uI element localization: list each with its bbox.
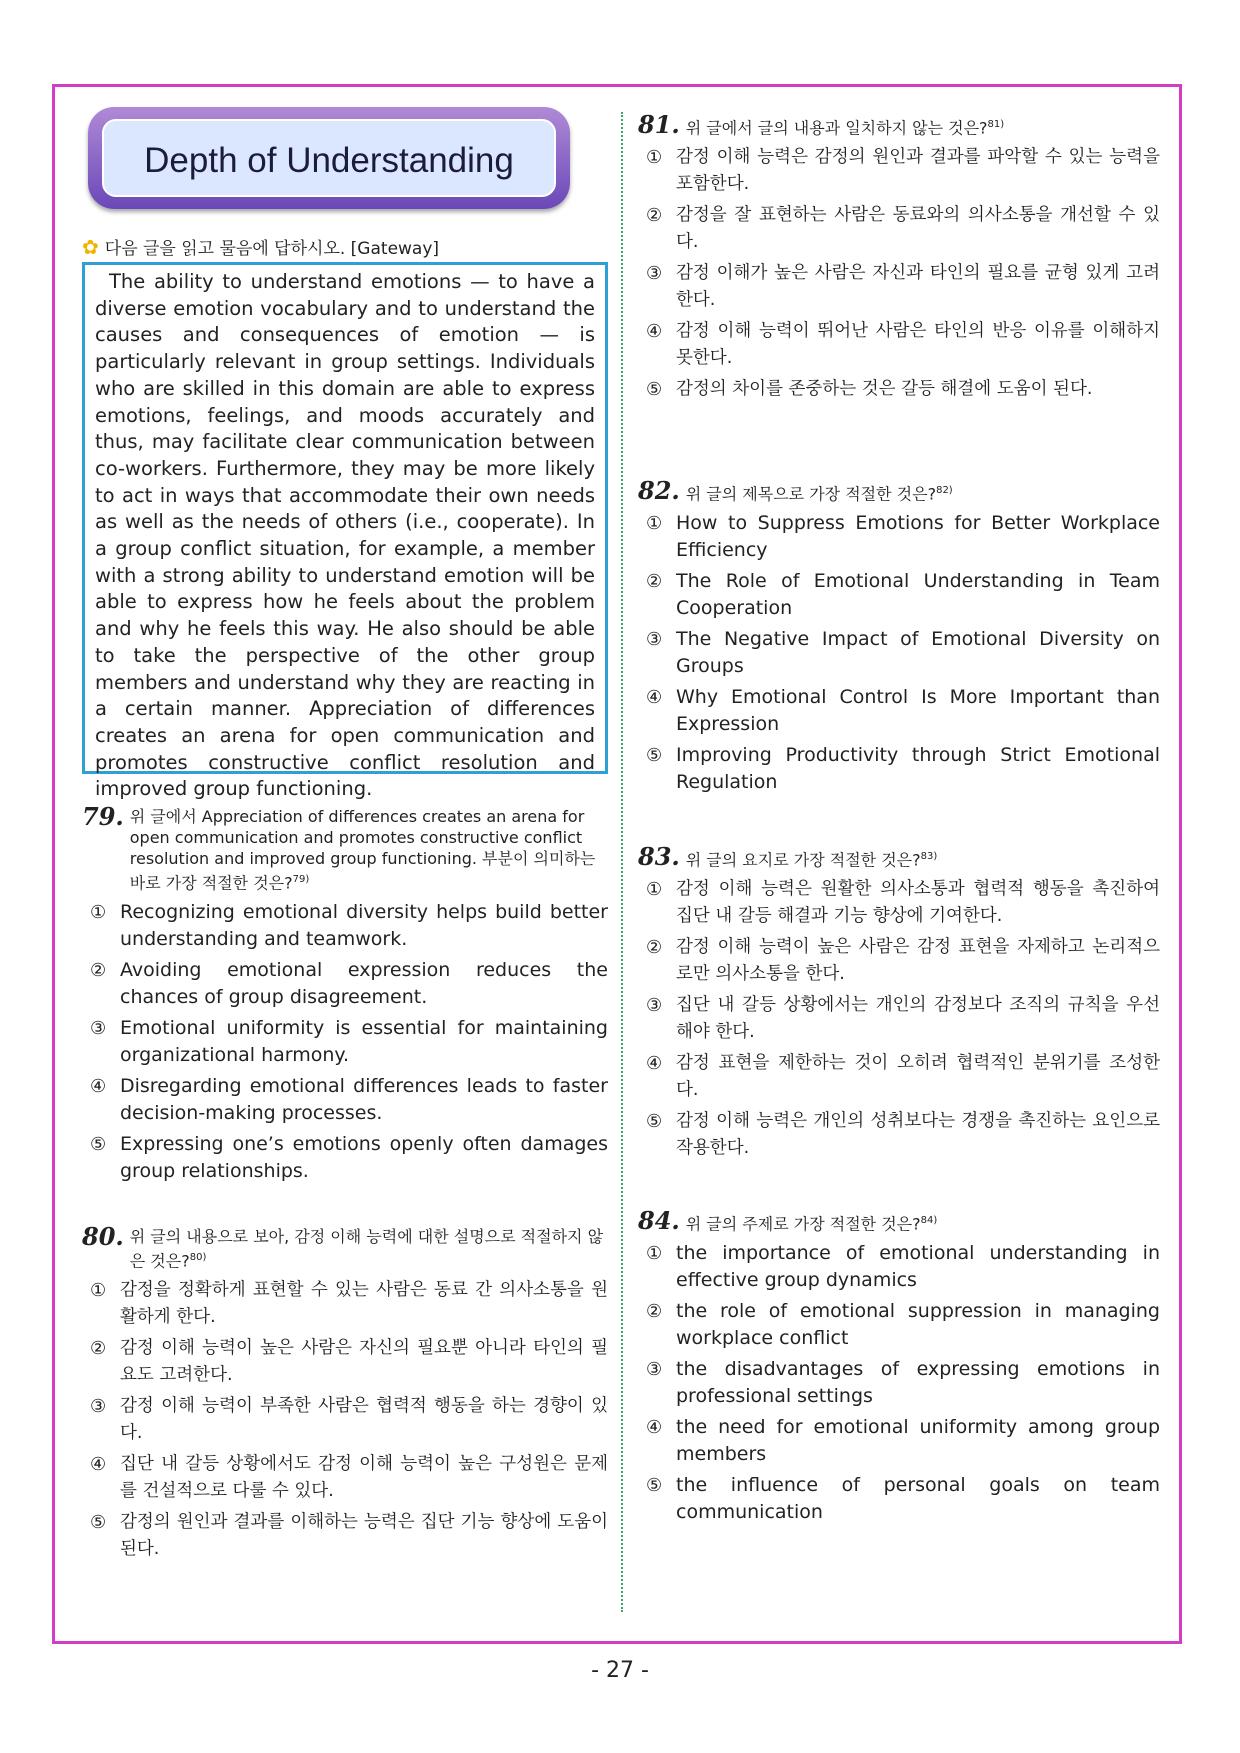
option-mark: ① [646,879,663,901]
question-ref: 82) [936,485,953,496]
option-mark: ② [90,1338,107,1360]
question-stem: 위 글에서 Appreciation of differences creates an arena for open communication and promotes constructive conflict resolution and improved group functioning. 부분이 의미하는 바로 가장 적절한 것은? [129,807,596,893]
option-mark: ⑤ [646,745,663,767]
option-mark: ③ [646,1359,663,1381]
option-mark: ⑤ [90,1134,107,1156]
option-mark: ④ [646,1053,663,1075]
reading-passage [82,262,608,801]
option-mark: ⑤ [646,1111,663,1133]
option[interactable] [638,742,1160,796]
option[interactable] [638,1108,1160,1162]
flower-icon: ✿ [82,234,99,259]
question-stem: 위 글에서 글의 내용과 일치하지 않는 것은? [685,118,988,138]
option[interactable] [82,1131,608,1185]
question-ref: 81) [987,119,1005,130]
question-number: 81. [638,110,680,139]
option-mark: ③ [646,995,663,1017]
option[interactable] [638,376,1160,403]
option-text: the role of emotional suppression in managing workplace conflict [676,1300,1160,1350]
option-mark: ③ [90,1018,107,1040]
option[interactable] [638,1050,1160,1104]
option-mark: ④ [646,1417,663,1439]
option-mark: ① [646,147,663,169]
option[interactable] [82,1451,608,1505]
option[interactable] [638,202,1160,256]
option-mark: ② [646,1301,663,1323]
option[interactable] [638,260,1160,314]
option-mark: ① [90,1280,107,1302]
option-mark: ⑤ [646,1475,663,1497]
question-ref: 80) [189,1252,207,1263]
option[interactable] [638,510,1160,564]
option-text: 감정 이해가 높은 사람은 자신과 타인의 필요를 균형 있게 고려한다. [676,263,1160,311]
question-stem: 위 글의 요지로 가장 적절한 것은? [685,850,921,870]
option-text: 감정 이해 능력은 원활한 의사소통과 협력적 행동을 촉진하여 집단 내 갈등 해결과 기능 향상에 기여한다. [676,879,1160,927]
question-ref: 79) [292,874,310,885]
option-text: 감정 이해 능력은 감정의 원인과 결과를 파악할 수 있는 능력을 포함한다. [676,147,1160,195]
section-title: Depth of Understanding [144,141,514,180]
option-text: 감정을 잘 표현하는 사람은 동료와의 의사소통을 개선할 수 있다. [676,205,1160,253]
option-mark: ④ [90,1076,107,1098]
option-text: 감정 이해 능력은 개인의 성취보다는 경쟁을 촉진하는 요인으로 작용한다. [676,1111,1160,1159]
option-mark: ④ [646,321,663,343]
question-number: 82. [638,476,680,505]
option[interactable] [638,626,1160,680]
option[interactable] [82,1015,608,1069]
option-mark: ④ [646,687,663,709]
question-83 [638,842,1160,1166]
option-text: the disadvantages of expressing emotions in professional settings [676,1358,1160,1408]
option-mark: ③ [646,263,663,285]
question-number: 84. [638,1206,680,1235]
question-stem: 위 글의 내용으로 보아, 감정 이해 능력에 대한 설명으로 적절하지 않은 것은? [129,1227,604,1271]
option-text: The Negative Impact of Emotional Diversity on Groups [676,628,1160,678]
option-text: Emotional uniformity is essential for maintaining organizational harmony. [120,1017,608,1067]
option-text: Improving Productivity through Strict Emotional Regulation [676,744,1160,794]
option[interactable] [638,1472,1160,1526]
option-mark: ⑤ [90,1512,107,1534]
option[interactable] [82,1393,608,1447]
page-number: - 27 - [591,1658,649,1683]
option[interactable] [82,957,608,1011]
option-text: 감정 이해 능력이 뛰어난 사람은 타인의 반응 이유를 이해하지 못한다. [676,321,1160,369]
option[interactable] [638,992,1160,1046]
option-text: Disregarding emotional differences leads to faster decision-making processes. [120,1075,608,1125]
option[interactable] [82,1335,608,1389]
instruction-line [82,234,439,259]
option[interactable] [638,1298,1160,1352]
option[interactable] [638,934,1160,988]
option-mark: ③ [90,1396,107,1418]
option-text: The Role of Emotional Understanding in Team Cooperation [676,570,1160,620]
option-text: 감정 표현을 제한하는 것이 오히려 협력적인 분위기를 조성한다. [676,1053,1160,1101]
option-mark: ③ [646,629,663,651]
question-80 [82,1222,608,1567]
option-text: Recognizing emotional diversity helps build better understanding and teamwork. [120,901,608,951]
option-mark: ② [646,937,663,959]
option-text: 집단 내 갈등 상황에서도 감정 이해 능력이 높은 구성원은 문제를 건설적으로 다룰 수 있다. [120,1454,608,1502]
option-text: 감정 이해 능력이 부족한 사람은 협력적 행동을 하는 경향이 있다. [120,1396,608,1444]
column-divider [621,112,623,1612]
instruction-text: 다음 글을 읽고 물음에 답하시오. [Gateway] [104,239,440,259]
question-stem: 위 글의 주제로 가장 적절한 것은? [685,1214,921,1234]
option-mark: ① [646,1243,663,1265]
option-mark: ① [646,513,663,535]
option[interactable] [638,568,1160,622]
option-mark: ④ [90,1454,107,1476]
option-text: How to Suppress Emotions for Better Workplace Efficiency [676,512,1160,562]
question-number: 83. [638,842,680,871]
option[interactable] [638,1414,1160,1468]
option[interactable] [638,318,1160,372]
option-text: 집단 내 갈등 상황에서는 개인의 감정보다 조직의 규칙을 우선해야 한다. [676,995,1160,1043]
option-text: 감정을 정확하게 표현할 수 있는 사람은 동료 간 의사소통을 원활하게 한다. [120,1280,608,1328]
option-text: the importance of emotional understanding in effective group dynamics [676,1242,1160,1292]
option-mark: ② [646,571,663,593]
question-number: 79. [82,802,124,831]
option-mark: ② [646,205,663,227]
option-text: Expressing one’s emotions openly often damages group relationships. [120,1133,608,1183]
option[interactable] [82,1073,608,1127]
option[interactable] [82,1509,608,1563]
question-stem: 위 글의 제목으로 가장 적절한 것은? [685,484,937,504]
option-mark: ① [90,902,107,924]
option[interactable] [82,1277,608,1331]
option-text: the influence of personal goals on team communication [676,1474,1160,1524]
passage-text: The ability to understand emotions — to have a diverse emotion vocabulary and to understand the causes and consequences of emotion — is particularly relevant in group settings. Individuals who are skilled in this domain are able to express emotions, feelings, and moods accurately and thus, may facilitate clear communication between co-workers. Furthermore, they may be more likely to act in ways that accommodate their own needs as well as the needs of others (i.e., cooperate). In a group conflict situation, for example, a member with a strong ability to understand emotion will be able to express how he feels about the problem and why he feels this way. He also should be able to take the perspective of the other group members and understand why they are reacting in a certain manner. Appreciation of differences creates an arena for open communication and promotes constructive conflict resolution and improved group functioning. [95,270,595,801]
option[interactable] [638,684,1160,738]
option[interactable] [638,876,1160,930]
option[interactable] [638,144,1160,198]
option-text: Why Emotional Control Is More Important than Expression [676,686,1160,736]
option[interactable] [82,899,608,953]
option-text: the need for emotional uniformity among group members [676,1416,1160,1466]
question-ref: 83) [920,851,938,862]
question-81 [638,110,1160,407]
option[interactable] [638,1356,1160,1410]
question-number: 80. [82,1222,124,1251]
option-text: Avoiding emotional expression reduces the chances of group disagreement. [120,959,608,1009]
question-79 [82,802,608,1189]
option-mark: ② [90,960,107,982]
section-title-badge [88,107,570,209]
option-text: 감정의 차이를 존중하는 것은 갈등 해결에 도움이 된다. [676,379,1093,400]
question-82 [638,476,1160,800]
question-84 [638,1206,1160,1530]
question-ref: 84) [920,1215,938,1226]
option[interactable] [638,1240,1160,1294]
option-text: 감정 이해 능력이 높은 사람은 감정 표현을 자제하고 논리적으로만 의사소통을 한다. [676,937,1160,985]
option-text: 감정의 원인과 결과를 이해하는 능력은 집단 기능 향상에 도움이 된다. [120,1512,608,1560]
option-text: 감정 이해 능력이 높은 사람은 자신의 필요뿐 아니라 타인의 필요도 고려한다. [120,1338,608,1386]
option-mark: ⑤ [646,379,663,401]
